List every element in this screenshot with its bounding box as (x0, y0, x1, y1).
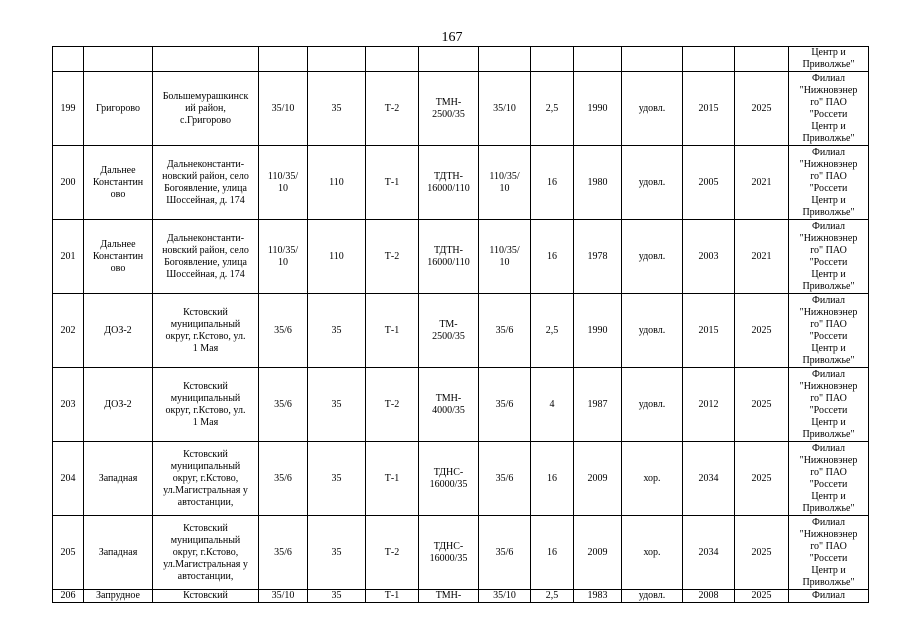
cell-transformer: Т-2 (366, 368, 419, 442)
cell-condition: хор. (622, 442, 683, 516)
cell-voltage: 35 (308, 368, 366, 442)
cell-owner: Филиал "Нижновэнер го" ПАО "Россети Центр и Приволжье" (789, 146, 869, 220)
cell-no: 203 (53, 368, 84, 442)
cell-voltage-class (259, 47, 308, 72)
cell-address: Кстовский муниципальный округ, г.Кстово, ул. 1 Мая (153, 368, 259, 442)
cell-ratio: 35/6 (479, 442, 531, 516)
cell-condition: удовл. (622, 146, 683, 220)
cell-name: Григорово (84, 72, 153, 146)
table-row (53, 590, 869, 603)
cell-ratio: 35/6 (479, 294, 531, 368)
cell-year: 1983 (574, 590, 622, 603)
cell-voltage-class: 35/10 (259, 72, 308, 146)
cell-transformer: Т-2 (366, 72, 419, 146)
cell-plan-year: 2025 (735, 294, 789, 368)
cell-name (84, 47, 153, 72)
cell-type: ТДТН- 16000/110 (419, 220, 479, 294)
cell-voltage-class: 35/6 (259, 294, 308, 368)
cell-power: 2,5 (531, 590, 574, 603)
cell-owner: Филиал "Нижновэнер го" ПАО "Россети Центр и Приволжье" (789, 368, 869, 442)
cell-owner: Филиал "Нижновэнер го" ПАО "Россети Центр и Приволжье" (789, 516, 869, 590)
cell-name: Западная (84, 516, 153, 590)
cell-plan-year: 2025 (735, 516, 789, 590)
cell-plan-year: 2025 (735, 590, 789, 603)
cell-condition: удовл. (622, 368, 683, 442)
cell-power: 16 (531, 516, 574, 590)
cell-ratio: 110/35/ 10 (479, 220, 531, 294)
cell-condition: удовл. (622, 220, 683, 294)
cell-no: 206 (53, 590, 84, 603)
cell-power (531, 47, 574, 72)
cell-condition: удовл. (622, 72, 683, 146)
cell-year: 1990 (574, 72, 622, 146)
table-row (53, 146, 869, 220)
cell-address (153, 47, 259, 72)
cell-type: ТДНС- 16000/35 (419, 516, 479, 590)
cell-eval-year: 2015 (683, 72, 735, 146)
cell-voltage-class: 35/6 (259, 368, 308, 442)
cell-eval-year: 2015 (683, 294, 735, 368)
cell-name: Дальнее Константин ово (84, 146, 153, 220)
cell-year (574, 47, 622, 72)
cell-no: 201 (53, 220, 84, 294)
cell-power: 4 (531, 368, 574, 442)
cell-transformer: Т-1 (366, 590, 419, 603)
cell-no: 199 (53, 72, 84, 146)
cell-no: 205 (53, 516, 84, 590)
cell-voltage: 35 (308, 294, 366, 368)
cell-name: ДОЗ-2 (84, 294, 153, 368)
cell-name: Западная (84, 442, 153, 516)
cell-voltage: 110 (308, 146, 366, 220)
cell-transformer (366, 47, 419, 72)
cell-plan-year: 2025 (735, 368, 789, 442)
cell-voltage (308, 47, 366, 72)
cell-year: 1980 (574, 146, 622, 220)
cell-type: ТДНС- 16000/35 (419, 442, 479, 516)
cell-no: 202 (53, 294, 84, 368)
cell-type (419, 47, 479, 72)
cell-plan-year: 2025 (735, 72, 789, 146)
cell-year: 1978 (574, 220, 622, 294)
cell-power: 16 (531, 442, 574, 516)
cell-name: Дальнее Константин ово (84, 220, 153, 294)
cell-transformer: Т-2 (366, 220, 419, 294)
cell-condition: удовл. (622, 590, 683, 603)
cell-transformer: Т-1 (366, 146, 419, 220)
cell-no: 204 (53, 442, 84, 516)
cell-type: ТМН- (419, 590, 479, 603)
table-row (53, 442, 869, 516)
cell-address: Дальнеконстанти- новский район, село Богоявление, улица Шоссейная, д. 174 (153, 146, 259, 220)
cell-power: 2,5 (531, 294, 574, 368)
cell-ratio: 35/6 (479, 516, 531, 590)
cell-voltage-class: 110/35/ 10 (259, 220, 308, 294)
cell-owner: Филиал (789, 590, 869, 603)
cell-eval-year: 2005 (683, 146, 735, 220)
cell-type: ТМН- 2500/35 (419, 72, 479, 146)
cell-owner: Филиал "Нижновэнер го" ПАО "Россети Центр и Приволжье" (789, 294, 869, 368)
cell-ratio: 35/10 (479, 590, 531, 603)
cell-plan-year: 2021 (735, 220, 789, 294)
cell-address: Кстовский муниципальный округ, г.Кстово, ул. 1 Мая (153, 294, 259, 368)
cell-voltage-class: 35/6 (259, 516, 308, 590)
cell-ratio: 35/6 (479, 368, 531, 442)
cell-condition (622, 47, 683, 72)
table-row (53, 72, 869, 146)
cell-year: 1987 (574, 368, 622, 442)
cell-eval-year: 2008 (683, 590, 735, 603)
cell-voltage: 35 (308, 442, 366, 516)
cell-voltage: 110 (308, 220, 366, 294)
cell-voltage: 35 (308, 590, 366, 603)
cell-address: Кстовский муниципальный округ, г.Кстово, ул.Магистральная у автостанции, (153, 442, 259, 516)
cell-year: 2009 (574, 442, 622, 516)
cell-power: 16 (531, 220, 574, 294)
cell-plan-year: 2025 (735, 442, 789, 516)
cell-voltage-class: 110/35/ 10 (259, 146, 308, 220)
cell-voltage: 35 (308, 516, 366, 590)
cell-name: Запрудное (84, 590, 153, 603)
substation-table (52, 46, 869, 603)
cell-condition: удовл. (622, 294, 683, 368)
continuation-row (53, 47, 869, 72)
cell-voltage-class: 35/10 (259, 590, 308, 603)
cell-address: Кстовский (153, 590, 259, 603)
cell-eval-year: 2034 (683, 516, 735, 590)
cell-year: 1990 (574, 294, 622, 368)
table-row (53, 294, 869, 368)
cell-owner: Филиал "Нижновэнер го" ПАО "Россети Центр и Приволжье" (789, 72, 869, 146)
cell-eval-year: 2012 (683, 368, 735, 442)
cell-owner: Филиал "Нижновэнер го" ПАО "Россети Центр и Приволжье" (789, 442, 869, 516)
cell-transformer: Т-1 (366, 442, 419, 516)
cell-ratio: 110/35/ 10 (479, 146, 531, 220)
cell-address: Кстовский муниципальный округ, г.Кстово, ул.Магистральная у автостанции, (153, 516, 259, 590)
cell-power: 16 (531, 146, 574, 220)
cell-address: Большемурашкинск ий район, с.Григорово (153, 72, 259, 146)
cell-voltage-class: 35/6 (259, 442, 308, 516)
cell-eval-year (683, 47, 735, 72)
table-row (53, 220, 869, 294)
cell-condition: хор. (622, 516, 683, 590)
cell-ratio (479, 47, 531, 72)
cell-type: ТМН- 4000/35 (419, 368, 479, 442)
cell-owner: Центр и Приволжье" (789, 47, 869, 72)
cell-transformer: Т-1 (366, 294, 419, 368)
cell-voltage: 35 (308, 72, 366, 146)
cell-plan-year (735, 47, 789, 72)
cell-plan-year: 2021 (735, 146, 789, 220)
cell-type: ТДТН- 16000/110 (419, 146, 479, 220)
cell-no (53, 47, 84, 72)
cell-year: 2009 (574, 516, 622, 590)
cell-ratio: 35/10 (479, 72, 531, 146)
cell-power: 2,5 (531, 72, 574, 146)
cell-transformer: Т-2 (366, 516, 419, 590)
cell-type: ТМ- 2500/35 (419, 294, 479, 368)
cell-eval-year: 2003 (683, 220, 735, 294)
page-number: 167 (441, 30, 463, 45)
cell-address: Дальнеконстанти- новский район, село Богоявление, улица Шоссейная, д. 174 (153, 220, 259, 294)
cell-owner: Филиал "Нижновэнер го" ПАО "Россети Центр и Приволжье" (789, 220, 869, 294)
table-row (53, 368, 869, 442)
cell-name: ДОЗ-2 (84, 368, 153, 442)
cell-no: 200 (53, 146, 84, 220)
table-row (53, 516, 869, 590)
cell-eval-year: 2034 (683, 442, 735, 516)
